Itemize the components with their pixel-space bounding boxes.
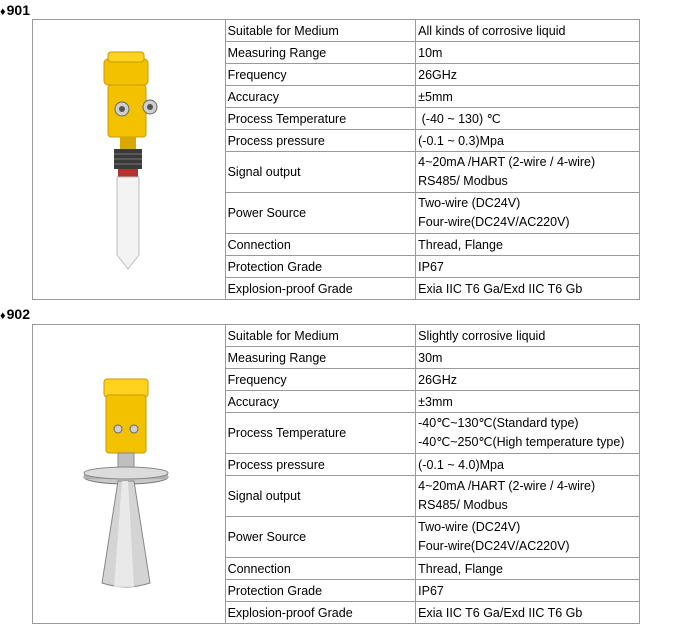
row-label: Accuracy — [225, 391, 416, 413]
diamond-bullet-icon: ♦ — [0, 6, 6, 18]
row-value: Exia IIC T6 Ga/Exd IIC T6 Gb — [416, 602, 640, 624]
row-value: (-0.1 ~ 4.0)Mpa — [416, 454, 640, 476]
row-label: Measuring Range — [225, 42, 416, 64]
value-line: Two-wire (DC24V) — [418, 520, 521, 534]
row-label: Frequency — [225, 369, 416, 391]
value-line: Four-wire(DC24V/AC220V) — [418, 215, 570, 229]
product-image-cell — [33, 325, 226, 624]
product-image-901 — [84, 37, 174, 277]
value-line: Two-wire (DC24V) — [418, 196, 521, 210]
row-value: 30m — [416, 347, 640, 369]
product-image-cell — [33, 20, 226, 300]
row-label: Process pressure — [225, 454, 416, 476]
row-value: (-40 ~ 130) ℃ — [416, 108, 640, 130]
row-label: Power Source — [225, 517, 416, 558]
section-heading-901: ♦901 — [0, 2, 30, 18]
row-value — [416, 517, 640, 558]
value-line: -40℃~130℃(Standard type) — [418, 416, 579, 430]
row-value: Exia IIC T6 Ga/Exd IIC T6 Gb — [416, 278, 640, 300]
row-value: Slightly corrosive liquid — [416, 325, 640, 347]
row-value: IP67 — [416, 256, 640, 278]
row-value — [416, 413, 640, 454]
row-label: Connection — [225, 234, 416, 256]
table-row — [33, 325, 640, 347]
spec-table-902 — [32, 324, 640, 624]
row-label: Signal output — [225, 476, 416, 517]
section-heading-902: ♦902 — [0, 306, 30, 322]
value-line: Four-wire(DC24V/AC220V) — [418, 539, 570, 553]
value-line: -40℃~250℃(High temperature type) — [418, 435, 625, 449]
value-line: 4~20mA /HART (2-wire / 4-wire) — [418, 479, 596, 493]
row-label: Suitable for Medium — [225, 20, 416, 42]
row-label: Protection Grade — [225, 580, 416, 602]
diamond-bullet-icon: ♦ — [0, 310, 6, 322]
row-label: Explosion-proof Grade — [225, 602, 416, 624]
row-label: Process pressure — [225, 130, 416, 152]
row-value: (-0.1 ~ 0.3)Mpa — [416, 130, 640, 152]
product-image-902 — [54, 351, 204, 591]
row-label: Measuring Range — [225, 347, 416, 369]
row-label: Accuracy — [225, 86, 416, 108]
row-value: All kinds of corrosive liquid — [416, 20, 640, 42]
row-value: 26GHz — [416, 369, 640, 391]
spec-table-901 — [32, 19, 640, 300]
row-label: Frequency — [225, 64, 416, 86]
row-value — [416, 193, 640, 234]
row-label: Process Temperature — [225, 108, 416, 130]
row-label: Suitable for Medium — [225, 325, 416, 347]
row-label: Power Source — [225, 193, 416, 234]
row-value: 26GHz — [416, 64, 640, 86]
row-label: Protection Grade — [225, 256, 416, 278]
table-row — [33, 20, 640, 42]
row-value — [416, 152, 640, 193]
row-value: 10m — [416, 42, 640, 64]
row-label: Connection — [225, 558, 416, 580]
row-label: Signal output — [225, 152, 416, 193]
row-value: IP67 — [416, 580, 640, 602]
row-label: Process Temperature — [225, 413, 416, 454]
row-value — [416, 476, 640, 517]
row-value: Thread, Flange — [416, 558, 640, 580]
value-line: 4~20mA /HART (2-wire / 4-wire) — [418, 155, 596, 169]
row-value: ±3mm — [416, 391, 640, 413]
row-value: ±5mm — [416, 86, 640, 108]
row-value: Thread, Flange — [416, 234, 640, 256]
value-line: RS485/ Modbus — [418, 174, 508, 188]
value-line: RS485/ Modbus — [418, 498, 508, 512]
row-label: Explosion-proof Grade — [225, 278, 416, 300]
